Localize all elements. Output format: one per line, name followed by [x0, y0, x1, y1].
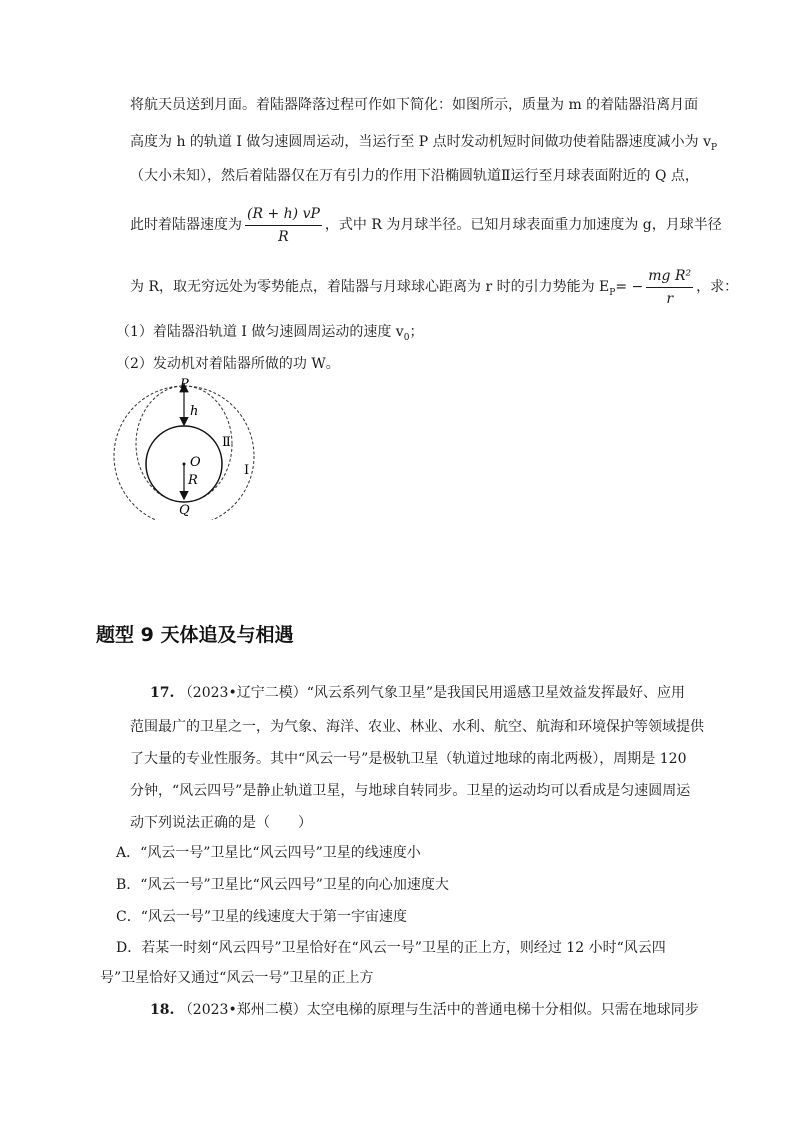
p18-line-1: 18. （2023•郑州二模）太空电梯的原理与生活中的普通电梯十分相似。只需在地球同步 [150, 1002, 699, 1018]
center-point [183, 463, 186, 466]
option-a: A．“风云一号”卫星比“风云四号”卫星的线速度小 [116, 845, 421, 861]
p17-line-4: 分钟，“风云四号”是静止轨道卫星，与地球自转同步。卫星的运动均可以看成是匀速圆周运 [130, 783, 691, 799]
vp-subscript: P [711, 142, 718, 153]
fraction-numerator: mg R² [646, 265, 693, 288]
label-O: O [190, 455, 201, 470]
energy-fraction [646, 265, 693, 310]
label-R: R [188, 473, 198, 488]
p16-line-4: 此时着陆器速度为 $\frac{(R + h) vP}{R}$ ，式中 R 为月球半径。已知月球表面重力加速度为 g，月球半径 [130, 201, 722, 249]
section-title: 题型 9 天体追及与相遇 [96, 624, 294, 646]
p16-line-5: 为 R，取无穷远处为零势能点，着陆器与月球球心距离为 r 时的引力势能为 $E_P=$ − $\frac{\text{mg R²}}{r}$ ，求： [130, 263, 738, 317]
velocity-fraction [245, 203, 322, 248]
label-h: h [190, 404, 199, 419]
p17-line-5: 动下列说法正确的是（ ） [130, 815, 312, 831]
orbit-diagram [100, 370, 280, 520]
p17-line-1: 17. （2023•辽宁二模）“风云系列气象卫星”是我国民用遥感卫星效益发挥最好、应用 [150, 685, 686, 701]
p16-subquestion-1: （1）着陆器沿轨道 Ⅰ 做匀速圆周运动的速度 $v_0$； [116, 324, 424, 343]
option-c: C．“风云一号”卫星的线速度大于第一宇宙速度 [116, 909, 408, 925]
p17-line-3: 了大量的专业性服务。其中“风云一号”是极轨卫星（轨道过地球的南北两极），周期是 120 [130, 751, 687, 767]
question-number: 18. [150, 1002, 175, 1018]
p16-subquestion-2: （2）发动机对着陆器所做的功 W。 [116, 356, 340, 372]
label-orbit-II: Ⅱ [222, 435, 231, 450]
question-number: 17. [150, 685, 175, 701]
option-d-line-2: 号”卫星恰好又通过“风云一号”卫星的正上方 [100, 970, 374, 986]
ep-subscript: P [609, 287, 616, 298]
label-orbit-I: Ⅰ [244, 463, 250, 478]
fraction-numerator: (R + h) vP [245, 203, 322, 226]
fraction-denominator: r [666, 290, 674, 307]
option-b: B．“风云一号”卫星比“风云四号”卫星的向心加速度大 [116, 877, 449, 893]
label-Q: Q [179, 503, 190, 518]
fraction-denominator: R [278, 228, 289, 245]
option-d-line-1: D．若某一时刻“风云四号”卫星恰好在“风云一号”卫星的正上方，则经过 12 小时“风云四 [116, 940, 666, 956]
p17-line-2: 范围最广的卫星之一，为气象、海洋、农业、林业、水利、航空、航海和环境保护等领域提供 [130, 719, 704, 735]
p16-line-3: （大小未知），然后着陆器仅在万有引力的作用下沿椭圆轨道Ⅱ运行至月球表面附近的 Q 点， [130, 168, 699, 184]
p16-line-1: 将航天员送到月面。着陆器降落过程可作如下简化：如图所示，质量为 m 的着陆器沿离月面 [130, 97, 699, 113]
p16-line-2: 高度为 h 的轨道 Ⅰ 做匀速圆周运动，当运行至 P 点时发动机短时间做功使着陆器速度减小为 $v_P$ [130, 134, 718, 153]
v0-subscript: 0 [403, 332, 410, 343]
label-P: P [180, 377, 189, 392]
